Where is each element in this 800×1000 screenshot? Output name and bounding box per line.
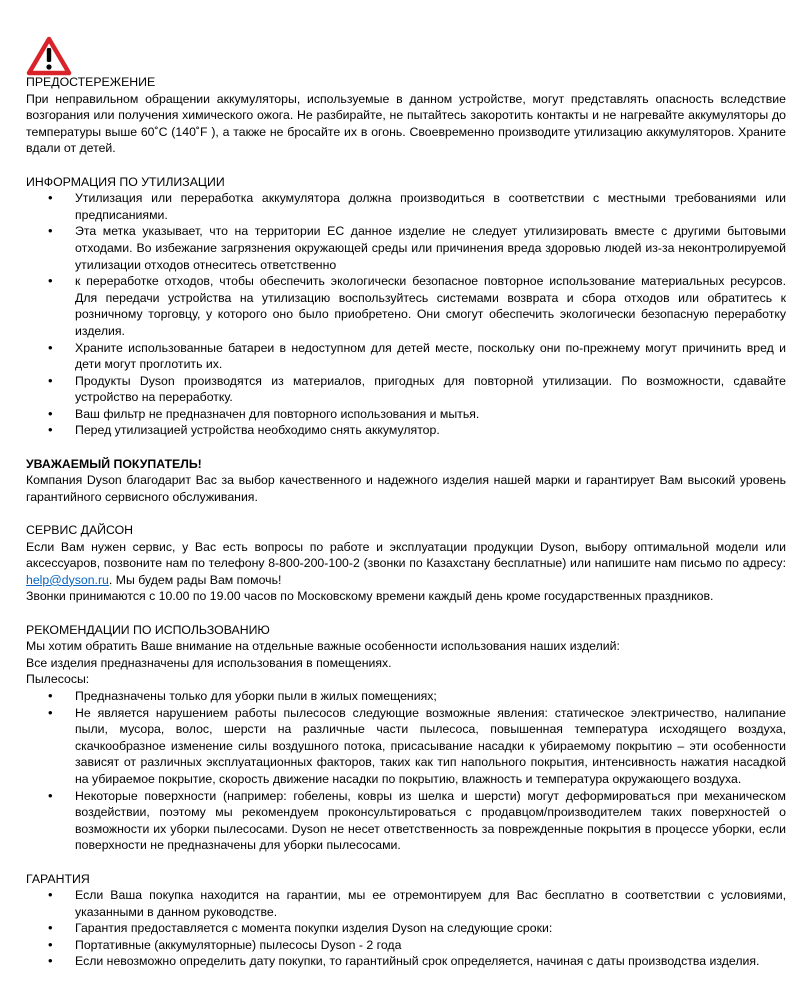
document-page bbox=[26, 36, 786, 970]
list-item: • к переработке отходов, чтобы обеспечить экологически безопасное повторное использование материальных ресурсов. Для передачи устройства на утилизацию воспользуйтесь системами возврата и сбора отходов или обратитесь к розничному торговцу, у которого оно было приобретено. Они смогут обеспечить экологически безопасную переработку изделия. bbox=[26, 273, 786, 339]
list-item: • Некоторые поверхности (например: гобелены, ковры из шелка и шерсти) могут деформироваться при механическом воздействии, поэтому мы рекомендуем проконсультироваться с продавцом/производителем таких поверхностей о возможности их уборки пылесосами. Dyson не несет ответственность за поврежденные покрытия в процессе уборки, если поверхности не предназначены для уборки пылесосами. bbox=[26, 788, 786, 854]
list-item: • Портативные (аккумуляторные) пылесосы Dyson - 2 года bbox=[26, 937, 786, 954]
service-text-before: Если Вам нужен сервис, у Вас есть вопросы по работе и эксплуатации продукции Dyson, выбору оптимальной модели или аксессуаров, позвоните нам по телефону 8-800-200-100-2 (звонки по Казахстану бесплатные) или напишите нам письмо по адресу: bbox=[26, 539, 786, 571]
service-title: СЕРВИС ДАЙСОН bbox=[26, 523, 134, 538]
warranty-list bbox=[26, 887, 786, 970]
warning-text: При неправильном обращении аккумуляторы, используемые в данном устройстве, могут представлять опасность вследствие возгорания или получения химического ожога. Не разбирайте, не пытайтесь закоротить контакты и не нагревайте аккумуляторы до температуры выше 60˚C (140˚F ), а также не бросайте их в огонь. Своевременно производите утилизацию аккумуляторов. Храните вдали от детей. bbox=[26, 91, 786, 156]
customer-title: УВАЖАЕМЫЙ ПОКУПАТЕЛЬ! bbox=[26, 456, 202, 471]
warranty-title: ГАРАНТИЯ bbox=[26, 871, 90, 886]
warning-title: ПРЕДОСТЕРЕЖЕНИЕ bbox=[26, 75, 156, 89]
list-item: • Если Ваша покупка находится на гарантии, мы ее отремонтируем для Вас бесплатно в соответствии с условиями, указанными в данном руководстве. bbox=[26, 887, 786, 920]
list-item: • Не является нарушением работы пылесосов следующие возможные явления: статическое электричество, налипание пыли, мусора, волос, шерсти на различные части пылесоса, повышенная температура исходящего воздуха, скачкообразное изменение силы воздушного потока, присасывание насадки к убираемому покрытию – эти особенности зависят от различных эксплуатационных факторов, таких как тип напольного покрытия, интенсивность нажатия насадкой на убираемое покрытие, скорость движение насадки по покрытию, влажность и температура окружающего воздуха. bbox=[26, 705, 786, 788]
list-item: • Перед утилизацией устройства необходимо снять аккумулятор. bbox=[26, 422, 786, 439]
list-item: • Предназначены только для уборки пыли в жилых помещениях; bbox=[26, 688, 786, 705]
recommendations-title: РЕКОМЕНДАЦИИ ПО ИСПОЛЬЗОВАНИЮ bbox=[26, 622, 270, 637]
list-item: • Гарантия предоставляется с момента покупки изделия Dyson на следующие сроки: bbox=[26, 920, 786, 937]
recommendations-line3: Пылесосы: bbox=[26, 672, 90, 687]
service-text-after: . Мы будем рады Вам помочь! bbox=[108, 572, 282, 587]
list-item: • Если невозможно определить дату покупки, то гарантийный срок определяется, начиная с даты производства изделия. bbox=[26, 953, 786, 970]
disposal-list bbox=[26, 190, 786, 439]
warning-triangle-icon bbox=[26, 36, 72, 76]
recommendations-list bbox=[26, 688, 786, 854]
email-link[interactable]: help@dyson.ru bbox=[26, 572, 109, 587]
list-item: • Ваш фильтр не предназначен для повторного использования и мытья. bbox=[26, 406, 786, 423]
disposal-title: ИНФОРМАЦИЯ ПО УТИЛИЗАЦИИ bbox=[26, 174, 225, 189]
list-item: • Храните использованные батареи в недоступном для детей месте, поскольку они по-прежнему могут причинить вред и дети могут проглотить их. bbox=[26, 340, 786, 373]
service-text bbox=[26, 539, 786, 589]
list-item: • Утилизация или переработка аккумулятора должна производиться в соответствии с местными требованиями или предписаниями. bbox=[26, 190, 786, 223]
service-hours: Звонки принимаются с 10.00 по 19.00 часов по Московскому времени каждый день кроме государственных праздников. bbox=[26, 589, 714, 604]
list-item: • Эта метка указывает, что на территории ЕС данное изделие не следует утилизировать вместе с другими бытовыми отходами. Во избежание загрязнения окружающей среды или причинения вреда здоровью людей из-за неконтролируемой утилизации отходов отнеситесь ответственно bbox=[26, 223, 786, 273]
list-item: • Продукты Dyson производятся из материалов, пригодных для повторной утилизации. По возможности, сдавайте устройство на переработку. bbox=[26, 373, 786, 406]
customer-text: Компания Dyson благодарит Вас за выбор качественного и надежного изделия нашей марки и гарантирует Вам высокий уровень гарантийного сервисного обслуживания. bbox=[26, 473, 786, 504]
recommendations-line1: Мы хотим обратить Ваше внимание на отдельные важные особенности использования наших изделий: bbox=[26, 639, 620, 654]
recommendations-line2: Все изделия предназначены для использования в помещениях. bbox=[26, 655, 392, 670]
